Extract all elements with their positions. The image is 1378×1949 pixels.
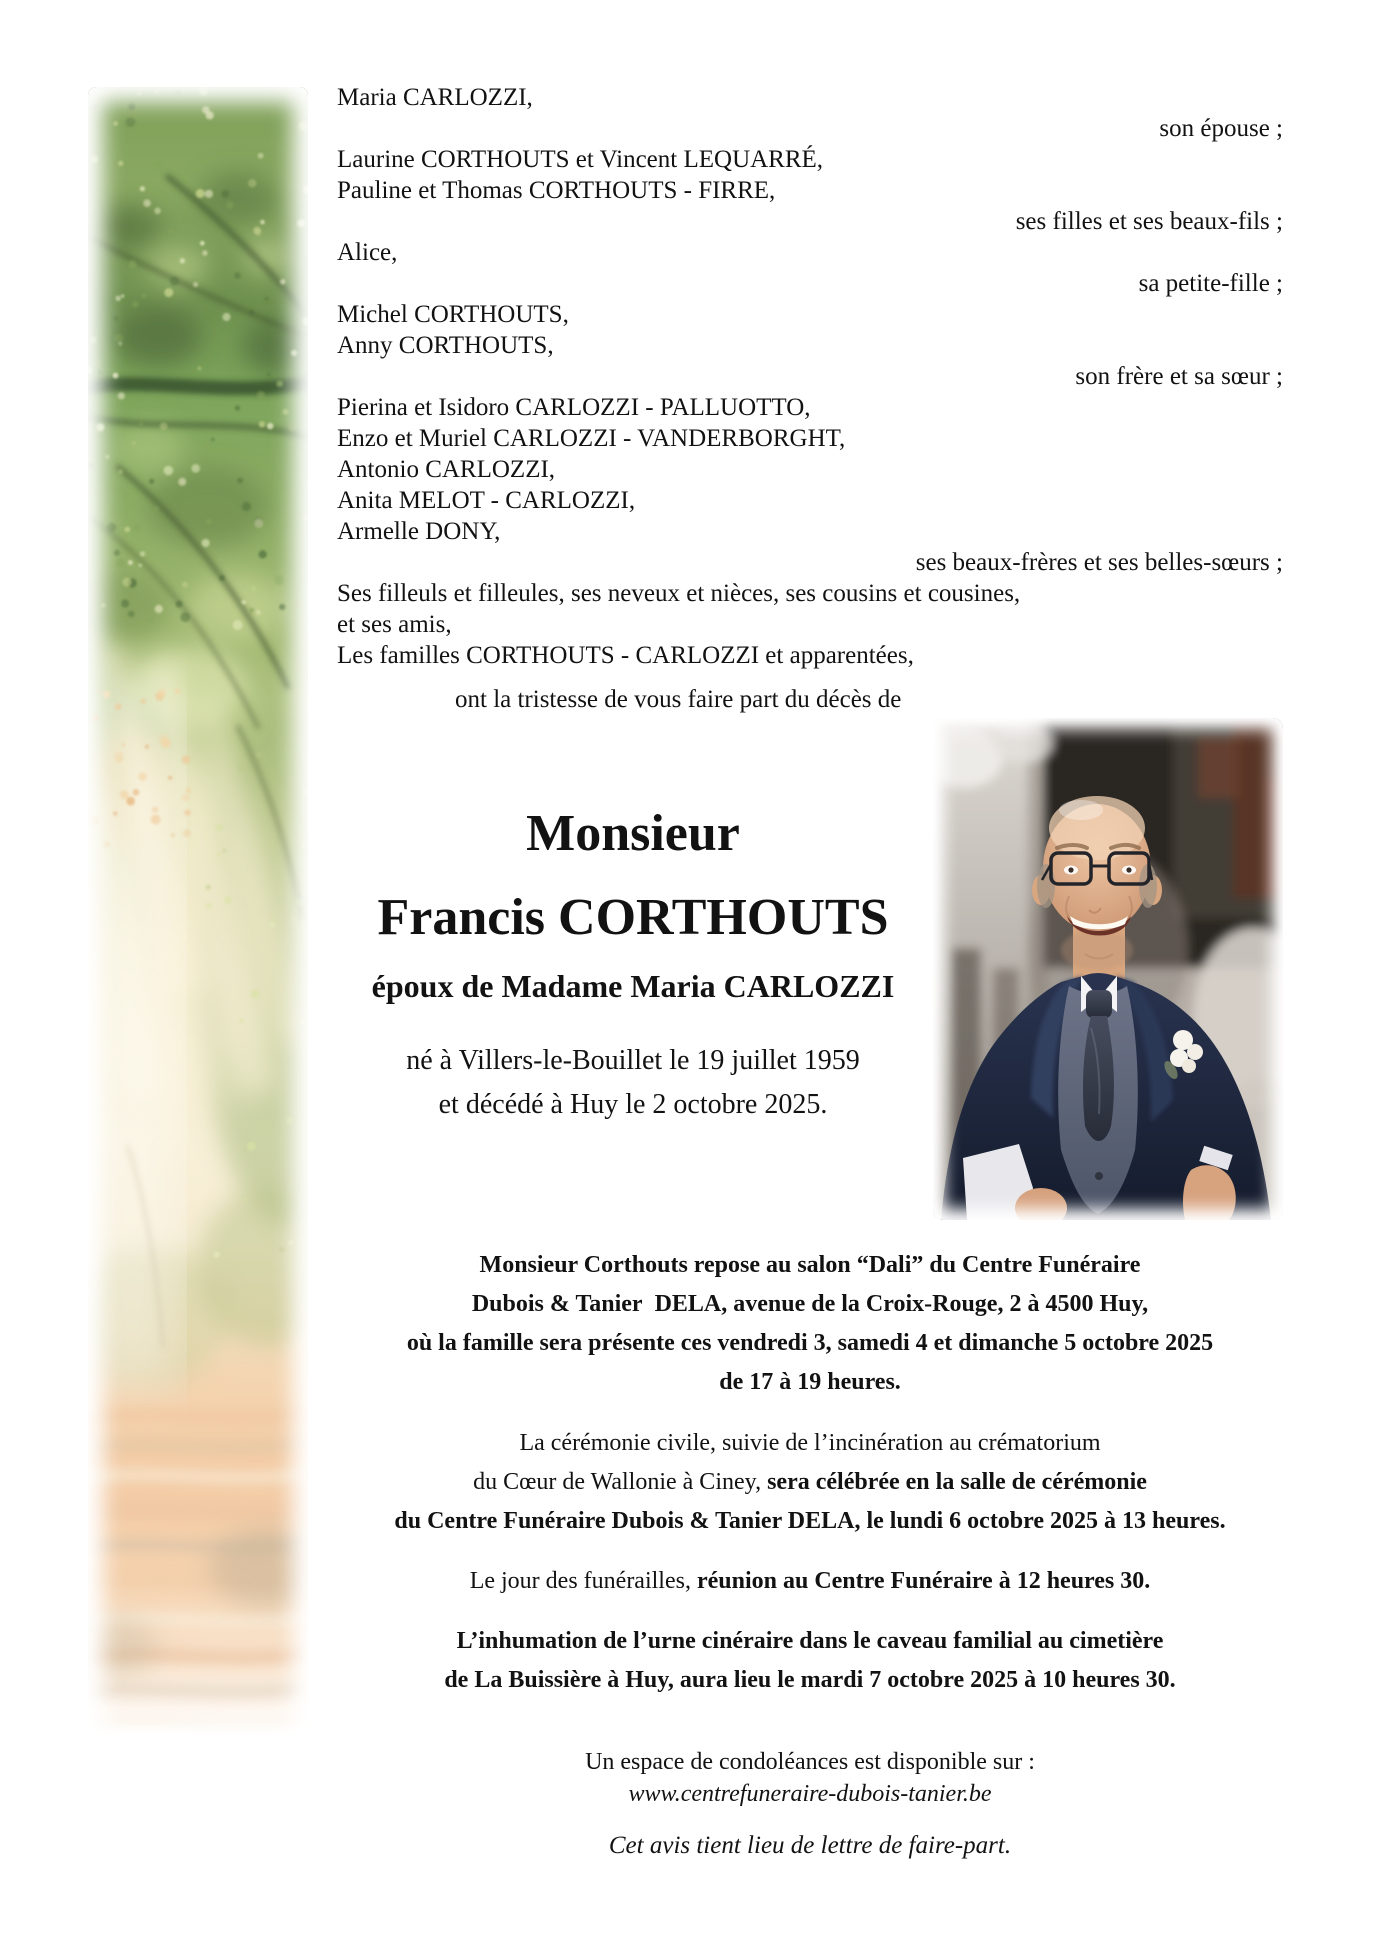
deceased-name: Francis CORTHOUTS xyxy=(377,889,889,946)
text-segment: La cérémonie civile, suivie de l’incinération au crématorium xyxy=(519,1430,1101,1456)
family-line: Pierina et Isidoro CARLOZZI - PALLUOTTO, xyxy=(337,394,811,421)
info-line xyxy=(337,1502,1283,1541)
family-line: Antonio CARLOZZI, xyxy=(337,456,556,483)
birth-line: né à Villers-le-Bouillet le 19 juillet 1959 xyxy=(406,1045,860,1076)
info-line xyxy=(337,1246,1283,1285)
text-segment: L’inhumation de l’urne cinéraire dans le caveau familial au cimetière xyxy=(456,1628,1164,1654)
website-url: www.centrefuneraire-dubois-tanier.be xyxy=(628,1781,992,1807)
text-segment: réunion au Centre Funéraire à 12 heures 30. xyxy=(696,1568,1151,1594)
death-line: et décédé à Huy le 2 octobre 2025. xyxy=(438,1089,828,1120)
reunion-info xyxy=(337,1562,1283,1601)
condolences-intro: Un espace de condoléances est disponible sur : xyxy=(585,1749,1035,1775)
life-dates xyxy=(333,1039,933,1127)
family-line: ont la tristesse de vous faire part du décès de xyxy=(455,686,902,713)
text-segment: sera célébrée en la salle de cérémonie xyxy=(767,1469,1147,1495)
portrait-photo xyxy=(933,718,1283,1220)
text-segment: du Cœur de Wallonie à Ciney, xyxy=(473,1469,768,1495)
info-line xyxy=(337,1324,1283,1363)
family-line: Maria CARLOZZI, xyxy=(337,84,533,111)
family-line: Pauline et Thomas CORTHOUTS - FIRRE, xyxy=(337,177,776,204)
info-line xyxy=(337,1463,1283,1502)
deceased-spouse-line: époux de Madame Maria CARLOZZI xyxy=(371,968,895,1004)
family-line: Enzo et Muriel CARLOZZI - VANDERBORGHT, xyxy=(337,425,846,452)
info-line xyxy=(337,1562,1283,1601)
text-segment: Dubois & Tanier DELA, avenue de la Croix-Rouge, 2 à 4500 Huy, xyxy=(471,1291,1149,1317)
family-line: Les familles CORTHOUTS - CARLOZZI et apparentées, xyxy=(337,642,914,669)
ceremony-info xyxy=(337,1424,1283,1541)
family-line: sa petite-fille ; xyxy=(1138,270,1283,297)
text-segment: de 17 à 19 heures. xyxy=(719,1369,901,1395)
viewing-info xyxy=(337,1246,1283,1402)
text-segment: où la famille sera présente ces vendredi 3, samedi 4 et dimanche 5 octobre 2025 xyxy=(406,1330,1214,1356)
family-line: Ses filleuls et filleules, ses neveux et nièces, ses cousins et cousines, xyxy=(337,580,1021,607)
text-segment: du Centre Funéraire Dubois & Tanier DELA, le lundi 6 octobre 2025 à 13 heures. xyxy=(394,1508,1226,1534)
family-line: son épouse ; xyxy=(1159,115,1283,142)
family-line: ses filles et ses beaux-fils ; xyxy=(1015,208,1283,235)
family-line: Alice, xyxy=(337,239,398,266)
deceased-title-block xyxy=(333,806,933,1127)
family-line: Michel CORTHOUTS, xyxy=(337,301,569,328)
info-line xyxy=(337,1363,1283,1402)
text-segment: Monsieur Corthouts repose au salon “Dali” du Centre Funéraire xyxy=(479,1252,1141,1278)
forest-path-image xyxy=(88,87,308,1735)
info-line xyxy=(337,1285,1283,1324)
family-line: Anita MELOT - CARLOZZI, xyxy=(337,487,636,514)
info-line xyxy=(337,1661,1283,1700)
family-line: Anny CORTHOUTS, xyxy=(337,332,554,359)
forest-illustration xyxy=(88,87,308,1735)
condolences-info xyxy=(337,1746,1283,1810)
family-line: ses beaux-frères et ses belles-sœurs ; xyxy=(915,549,1283,576)
deceased-honorific: Monsieur xyxy=(526,805,740,862)
portrait-illustration xyxy=(933,718,1283,1220)
text-segment: de La Buissière à Huy, aura lieu le mardi 7 octobre 2025 à 10 heures 30. xyxy=(444,1667,1176,1693)
family-line: et ses amis, xyxy=(337,611,452,638)
family-line: Laurine CORTHOUTS et Vincent LEQUARRÉ, xyxy=(337,146,824,173)
closing-note: Cet avis tient lieu de lettre de faire-part. xyxy=(608,1832,1012,1859)
text-segment: Le jour des funérailles, xyxy=(469,1568,697,1594)
family-line: son frère et sa sœur ; xyxy=(1075,363,1283,390)
family-announcement xyxy=(337,82,1283,715)
info-line xyxy=(337,1424,1283,1463)
inhumation-info xyxy=(337,1622,1283,1700)
family-line: Armelle DONY, xyxy=(337,518,501,545)
info-line xyxy=(337,1622,1283,1661)
